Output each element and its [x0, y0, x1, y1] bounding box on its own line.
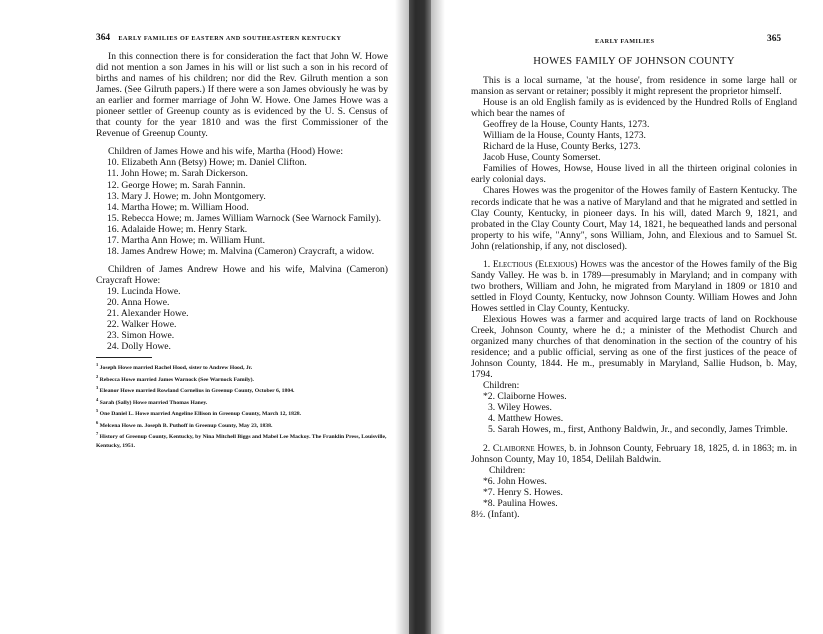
paragraph: This is a local surname, 'at the house', from residence in some large hall or mansion as servant or retainer; possibly it might represent the proprietor himself. [471, 75, 797, 98]
list-item: *7. Henry S. Howes. [483, 486, 563, 498]
footnote-mark: 7 [96, 431, 99, 437]
left-running-head [96, 33, 341, 43]
intro-paragraph: In this connection there is for consideration the fact that John W. Howe did not mention a son James in his will or list such a son in his record of births and names of his children; nor did the Rev. Gilruth mention a son James. (See Gilruth papers.) If there were a son James obviously he was by an earlier and former marriage of John W. Howe. One James Howe was a pioneer settler of Greenup county as is evidenced by the U. S. Census of that county for the year 1810 and was the first Commissioner of the Revenue of Greenup County. [96, 51, 388, 140]
footnote-rule [96, 357, 152, 358]
footnote-text: History of Greenup County, Kentucky, by Nina Mitchell Biggs and Mabel Lee Mackoy. The Franklin Press, Louisville, Kentucky, 1951. [96, 434, 387, 449]
footnote-text: Melcena Howe m. Joseph B. Puthoff in Greenup County, May 23, 1838. [99, 422, 273, 429]
list-item: 12. George Howe; m. Sarah Fannin. [107, 179, 246, 191]
ancestor-name: Electious (Elexious) Howes [492, 258, 607, 270]
left-text-column [96, 51, 388, 450]
footnotes [96, 361, 388, 450]
right-page [431, 0, 823, 634]
list-item: Jacob Huse, County Somerset. [483, 152, 601, 164]
children-heading: Children of James Andrew Howe and his wife, Malvina (Cameron) Craycraft Howe: [96, 263, 388, 286]
list-item: *2. Claiborne Howes. [483, 391, 567, 403]
list-item: *8. Paulina Howes. [483, 497, 558, 509]
footnote-mark: 3 [96, 385, 99, 391]
list-item: 23. Simon Howe. [107, 330, 175, 342]
footnote-mark: 6 [96, 419, 99, 425]
footnote-text: Joseph Howe married Rachel Hood, sister to Andrew Hood, Jr. [99, 365, 253, 372]
footnote [96, 396, 388, 407]
book-gutter [409, 0, 431, 634]
footnote [96, 407, 388, 418]
list-item: 11. John Howe; m. Sarah Dickerson. [107, 168, 248, 180]
footnote-text: Sarah (Sally) Howe married Thomas Haney. [99, 399, 208, 406]
list-item: *6. John Howes. [483, 475, 547, 487]
section-number: 2. [483, 442, 493, 454]
list-item: Richard de la Huse, County Berks, 1273. [483, 141, 641, 153]
right-running-head [595, 36, 655, 46]
children-label: Children: [489, 464, 526, 476]
section-text: was the ancestor of the Howes family of the Big Sandy Valley. He was b. in 1789—presumably in Maryland; and in company with two brothers, William and John, he migrated from Maryland in 1809 or 1810 and settled in Floyd County, Kentucky, now Johnson County. William Howes and John Howes settled in Clay County, Kentucky. [471, 258, 797, 314]
list-item: William de la House, County Hants, 1273. [483, 130, 646, 142]
paragraph: Elexious Howes was a farmer and acquired large tracts of land on Rockhouse Creek, Johnson County, where he d.; a minister of the Methodist Church and organized many churches of that denomination in the section of the country of his residence; and a public official, serving as one of the first justices of the peace of Johnson County, 1844. He m., presumably in Maryland, Sallie Hudson, b. May, 1794. [471, 313, 797, 381]
page-edge-shadow [395, 0, 409, 634]
left-running-title: EARLY FAMILIES OF EASTERN AND SOUTHEASTERN KENTUCKY [118, 35, 342, 42]
section-1-paragraph [471, 259, 797, 314]
page-title: HOWES FAMILY OF JOHNSON COUNTY [533, 56, 735, 67]
list-item: 19. Lucinda Howe. [107, 285, 181, 297]
footnote-mark: 4 [96, 396, 99, 402]
footnote-mark: 5 [96, 408, 99, 414]
list-item: 3. Wiley Howes. [488, 402, 552, 414]
footnote-text: Eleanor Howe married Rowland Cornelius in Greenup County, October 6, 1804. [99, 388, 295, 395]
page-edge-shadow [431, 0, 445, 634]
list-item: 10. Elizabeth Ann (Betsy) Howe; m. Daniel Clifton. [107, 157, 307, 169]
right-text-column [471, 75, 797, 520]
section-text: , b. in Johnson County, February 18, 1825, d. in 1863; m. in Johnson County, May 10, 1854, Delilah Baldwin. [471, 442, 797, 465]
list-item: 17. Martha Ann Howe; m. William Hunt. [107, 234, 265, 246]
children-list [471, 391, 797, 435]
footnote [96, 419, 388, 430]
children-heading: Children of James Howe and his wife, Martha (Hood) Howe: [108, 146, 343, 158]
footnote [96, 361, 388, 372]
footnote-mark: 1 [96, 362, 99, 368]
right-page-number: 365 [767, 34, 782, 44]
footnote [96, 430, 388, 450]
list-item: 16. Adalaide Howe; m. Henry Stark. [107, 223, 248, 235]
ancestor-name: Claiborne Howes [492, 442, 565, 454]
list-item: 5. Sarah Howes, m., first, Anthony Baldwin, Jr., and secondly, James Trimble. [488, 424, 788, 436]
list-item: 21. Alexander Howe. [107, 308, 189, 320]
list-item: 18. James Andrew Howe; m. Malvina (Cameron) Craycraft, a widow. [107, 245, 375, 257]
names-list [471, 119, 797, 163]
children-list [96, 157, 388, 256]
children-label: Children: [483, 380, 520, 392]
footnote [96, 384, 388, 395]
right-running-title: EARLY FAMILIES [595, 38, 655, 45]
footnote-text: Rebecca Howe married James Warnock (See Warnock Family). [99, 376, 254, 383]
section-number: 1. [483, 258, 493, 270]
section-2-paragraph [471, 443, 797, 465]
list-item: 13. Mary J. Howe; m. John Montgomery. [107, 190, 266, 202]
footnote-text: One Daniel L. Howe married Angeline Ellison in Greenup County, March 12, 1828. [99, 411, 302, 418]
list-item: 22. Walker Howe. [107, 319, 177, 331]
list-item: 8½. (Infant). [471, 508, 520, 520]
list-item: 14. Martha Howe; m. William Hood. [107, 201, 249, 213]
paragraph: Families of Howes, Howse, House lived in all the thirteen original colonies in early colonial days. [471, 163, 797, 186]
footnote [96, 373, 388, 384]
paragraph: House is an old English family as is evidenced by the Hundred Rolls of England which bear the names of [471, 97, 797, 120]
list-item: 15. Rebecca Howe; m. James William Warnock (See Warnock Family). [107, 212, 382, 224]
left-page-number: 364 [96, 33, 111, 43]
list-item: Geoffrey de la House, County Hants, 1273. [483, 119, 650, 131]
paragraph: Chares Howes was the progenitor of the Howes family of Eastern Kentucky. The records indicate that he was a native of Maryland and that he migrated and settled in Clay County, Kentucky, in pioneer days. In his will, dated March 9, 1821, and probated in the Clay County Court, May 14, 1821, he bequeathed lands and personal property to his wife, "Anny", sons William, John, and Elexious and to Samuel St. John (relationship, if any, not disclosed). [471, 185, 797, 252]
children-list [471, 476, 797, 509]
footnote-mark: 2 [96, 373, 99, 379]
list-item: 20. Anna Howe. [107, 296, 170, 308]
children-list [96, 286, 388, 352]
list-item: 4. Matthew Howes. [488, 413, 564, 425]
left-page [0, 0, 409, 634]
list-item: 24. Dolly Howe. [107, 341, 171, 353]
